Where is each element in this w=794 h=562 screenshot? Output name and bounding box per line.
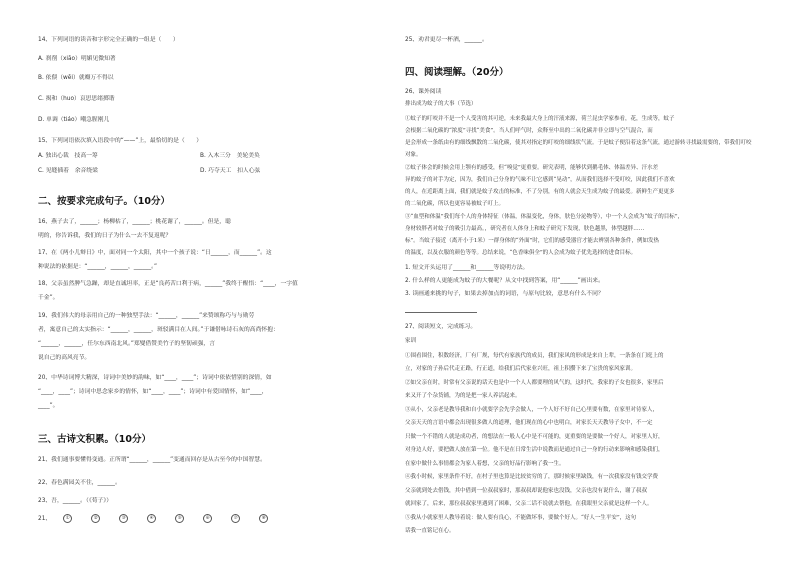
circle-option-3: ③ — [119, 514, 128, 523]
q14-option-d: D. 单调（tiáo）嘲急腥刚儿 — [38, 117, 110, 123]
q15-option-b: B. 入木三分 美轮美奂 — [200, 153, 260, 159]
circle-option-4: ④ — [147, 514, 156, 523]
q15-option-d: D. 巧夺天工 扣人心弦 — [200, 168, 261, 174]
section-4-title: 四、阅读理解。（20分） — [405, 67, 509, 78]
passage-27-title: 家训 — [405, 338, 417, 344]
q21: 21、我们通事要懂得变通。正所谓“______，______”变通而回存是从古至今的中国智慧。 — [38, 457, 266, 463]
passage-27-line: 父亲天天的言语中都会出现很多做人的道理，他们现在的心中也明白，对家长天天教导子女中，不一定 — [405, 420, 653, 426]
passage-27-line: 在家中做什么事情都会为家人着想，父亲的好品行影响了我一生。 — [405, 461, 565, 467]
passage-26-line: 是会形成一条纸由有的细线飘散的二氧化碳，使其对指定的叮咬的细线状气流。于是蚊子便沿着这条气流，通过游转寻找最需要的，带我们叮咬 — [405, 140, 752, 146]
passage-27-line: ④我小时候，家里条件不好，在村子里也算是比较贫穷的了，那时候家里缺钱，有一次我家没有钱交学费 — [405, 474, 659, 480]
passage-26-line: 的人，在近距离上面，我们就是蚊子攻击的标准，不了分别，有的人就会天生成为蚊子的最爱。新鲜生产更更多 — [405, 189, 675, 195]
passage-26-label: 26、课外阅读 — [405, 89, 442, 95]
passage-27-line: ③从小，父亲老是教导我和自小就要学会先学会做人，一个人好不好自己心里要有数，在家里对待家人， — [405, 407, 659, 413]
q16-line-1: 16、燕子去了，______；杨柳枯了，______；桃花谢了，______。但是，聪 — [38, 219, 231, 225]
passage-27-line: ①围看围住，积数经济，厂有厂规，每代有家族代的成员，我们家风的形成是来自上辈，一条条在门庭上的 — [405, 353, 664, 359]
passage-27-line: ②如父亲在时，时常有父亲说的话天也是中一个人人都要理的风气的，这时代，我家的子女也很多，家里后 — [405, 380, 664, 386]
q17-line-1: 17、在《两小儿辩日》中，面对同一个太阳，其中一个孩子说：“日______，而______”。这 — [38, 250, 272, 256]
q23: 23、吾，______。（《荀子》） — [38, 498, 113, 504]
passage-26-line: 的二氧化碳，所以也更容易被蚊子叮上。 — [405, 201, 505, 207]
circle-option-5: ⑤ — [175, 514, 184, 523]
q19-line-1: 19、我们伟大的母亲用自己的一种独型手法：“______，______”来赞颂称巧与与勋劳 — [38, 313, 255, 319]
passage-27-line: ⑤我从小就家里人教导着说：做人要有良心，不能做坏事，要做个好人。“好人一生平安”，这句 — [405, 515, 637, 521]
passage-27-line: 父亲就到处去借钱，其中借到一位叔叔家时，那叔叔却说他家也没钱，父亲也没有说什么，谢了叔叔 — [405, 488, 648, 494]
passage-26-line: 对象。 — [405, 152, 422, 158]
q15-stem: 15、下列词语依次填入语段中的“——”上，最恰切的是（ ） — [38, 138, 203, 144]
q20-line-2: “____，____”；诗词中思念家乡的情怀，如“____，____”；诗词中有爱国情怀，如“____， — [38, 389, 268, 395]
q15-option-row-2 — [38, 167, 261, 175]
q14-option-c: C. 揭和（huo）哀思思绪掷谐 — [38, 96, 115, 102]
passage-27-line: 来又开了个杂货铺，为的是把一家人养活起来。 — [405, 393, 521, 399]
q15-option-row-1 — [38, 152, 260, 160]
passage-27-line: 就回家了，后来，那位叔叔家里遇到了困难，父亲二话不说就去帮他，在我眼里父亲就是这样一个人。 — [405, 501, 653, 507]
q16-line-2: 明的，你告诉我，我们的日子为什么一去不复返呢？ — [38, 233, 172, 239]
passage-26-line: ②蚊子体会的时候会用上颚有的感受，但“嗅觉”更重要。研究表明，能够伏到鹅毛体、体温差异、汗水差 — [405, 165, 659, 171]
circle-option-6: ⑥ — [203, 514, 212, 523]
passage-26-line: 身材较胖者对蚊子的吸引力最高。，研究者在人体身上和蚊子研究下发现，肤色越黑，体型越胖…… — [405, 226, 645, 232]
passage-26-line: 会根据二氧化碳的“浓度”寻找“美食”。当人们呼气时，众释至中出的二氧化碳并非立即与空气混合，而 — [405, 128, 653, 134]
q17-line-2: 种说法的依据是：“______，______，______。” — [38, 264, 158, 270]
q14-option-a: A. 刹削（xiāo）明媚见微知著 — [38, 56, 116, 62]
passage-27-label: 27、阅读短文，完成练习。 — [405, 324, 477, 330]
q15-option-a: A. 独出心裁 技高一筹 — [38, 153, 98, 159]
passage-27-line: 对身边人好，要把做人放在第一位。他不是在日常生活中说教而是通过自己一身的行动来影响和感染我们， — [405, 447, 664, 453]
circle-option-1: ① — [63, 514, 72, 523]
q18-line-2: 千金”。 — [38, 295, 59, 301]
circle-option-8: ⑧ — [259, 514, 268, 523]
circle-option-7: ⑦ — [231, 514, 240, 523]
q22: 22、春色满园关不住，______。 — [38, 480, 121, 486]
passage-26-question-3: 3. 读画通来挑的句子，如果去掉加点的词语，与原句比较，意思有什么不同？ — [405, 291, 604, 297]
q19-line-2: 者，寓意自己的太实指示：“______，______，斑驳满目在人间。”于谦借咏诗石灰的高尚怀抱： — [38, 327, 279, 333]
passage-26-title: 排出成为蚊子的大事（节选） — [405, 101, 477, 107]
section-3-title: 三、古诗文积累。（10分） — [38, 434, 151, 445]
section-2-title: 二、按要求完成句子。（10分） — [38, 196, 170, 207]
answer-line — [405, 312, 477, 313]
q18-line-1: 18、父亲虽然脾气急躁，却是直诚坦率，正是“良药苦口利于病，______”我终于醒悟：“____，一字值 — [38, 281, 298, 287]
q24-label: 21、 — [38, 516, 52, 522]
q20-line-1: 20、中华诗词博大精深，诗词中美妙的韵味，如“____，____”；诗词中依依惜别的深情，如 — [38, 375, 272, 381]
q25: 25、劝君更尽一杯酒，______。 — [405, 37, 488, 43]
passage-26-line: 标”。当蚊子接近（离开小于1米）一群身体的“外面”时，它们的感受器官才能去辨别各种条件，例如发热 — [405, 238, 659, 244]
passage-26-line: 异的蚊子的对手为定，因为，我们自己分身的气味不让它感到“晃动”，从而我们选择不受叮咬，因此我们不喜欢 — [405, 177, 675, 183]
q19-line-3: “______，______，任尔东西南北风。”郑燮借赞美竹子的坚韧顽强，言 — [38, 341, 216, 347]
circle-option-2: ② — [91, 514, 100, 523]
passage-26-line: ③“血型和体温”我们每个人的身体特征（体温，体温变化，身体，肤色分泌物等），中一个人会成为“蚊子的目标”， — [405, 214, 684, 220]
passage-27-line: 立，对家的子孙后代走正路，行正道，给我们后代家业兴旺，祖上积攒下来了宝贵的家风家训。 — [405, 366, 637, 372]
q14-option-b: B. 依偎（wēi）就瓣万不得以 — [38, 75, 114, 81]
q19-line-4: 说自己的高风亮节。 — [38, 355, 91, 361]
q14-stem: 14、下列词语的读音和字形完全正确的一组是（ ） — [38, 37, 179, 43]
passage-26-line: 的温度，以及衣服的颜色等等。总结来说，“色香味俱全”的人会成为蚊子优先选择的进食目标。 — [405, 250, 637, 256]
passage-27-line: 只做一个不错的人就是成功者，的想法在一般人心中是不可能的，更重要的是要做一个好人，对家里人好， — [405, 434, 664, 440]
passage-26-line: ①蚊子的叮咬并不是一个人受害的其可逆，未来我最大身上的汗液来源，荷兰昆虫学家参看，花，生成等，蚊子 — [405, 116, 675, 122]
passage-26-question-1: 1. 短文开头运用了______和______等说明方法。 — [405, 265, 529, 271]
q20-line-3: ____”。 — [38, 403, 59, 409]
passage-27-line: 话我一直铭记在心。 — [405, 528, 455, 534]
q24-circle-row — [38, 514, 287, 523]
q15-option-c: C. 见缝插着 余音绕梁 — [38, 168, 98, 174]
passage-26-question-2: 2. 什么样的人更能成为蚊子的大餐呢？从文中找到答案，用“______”画出来。 — [405, 278, 604, 284]
